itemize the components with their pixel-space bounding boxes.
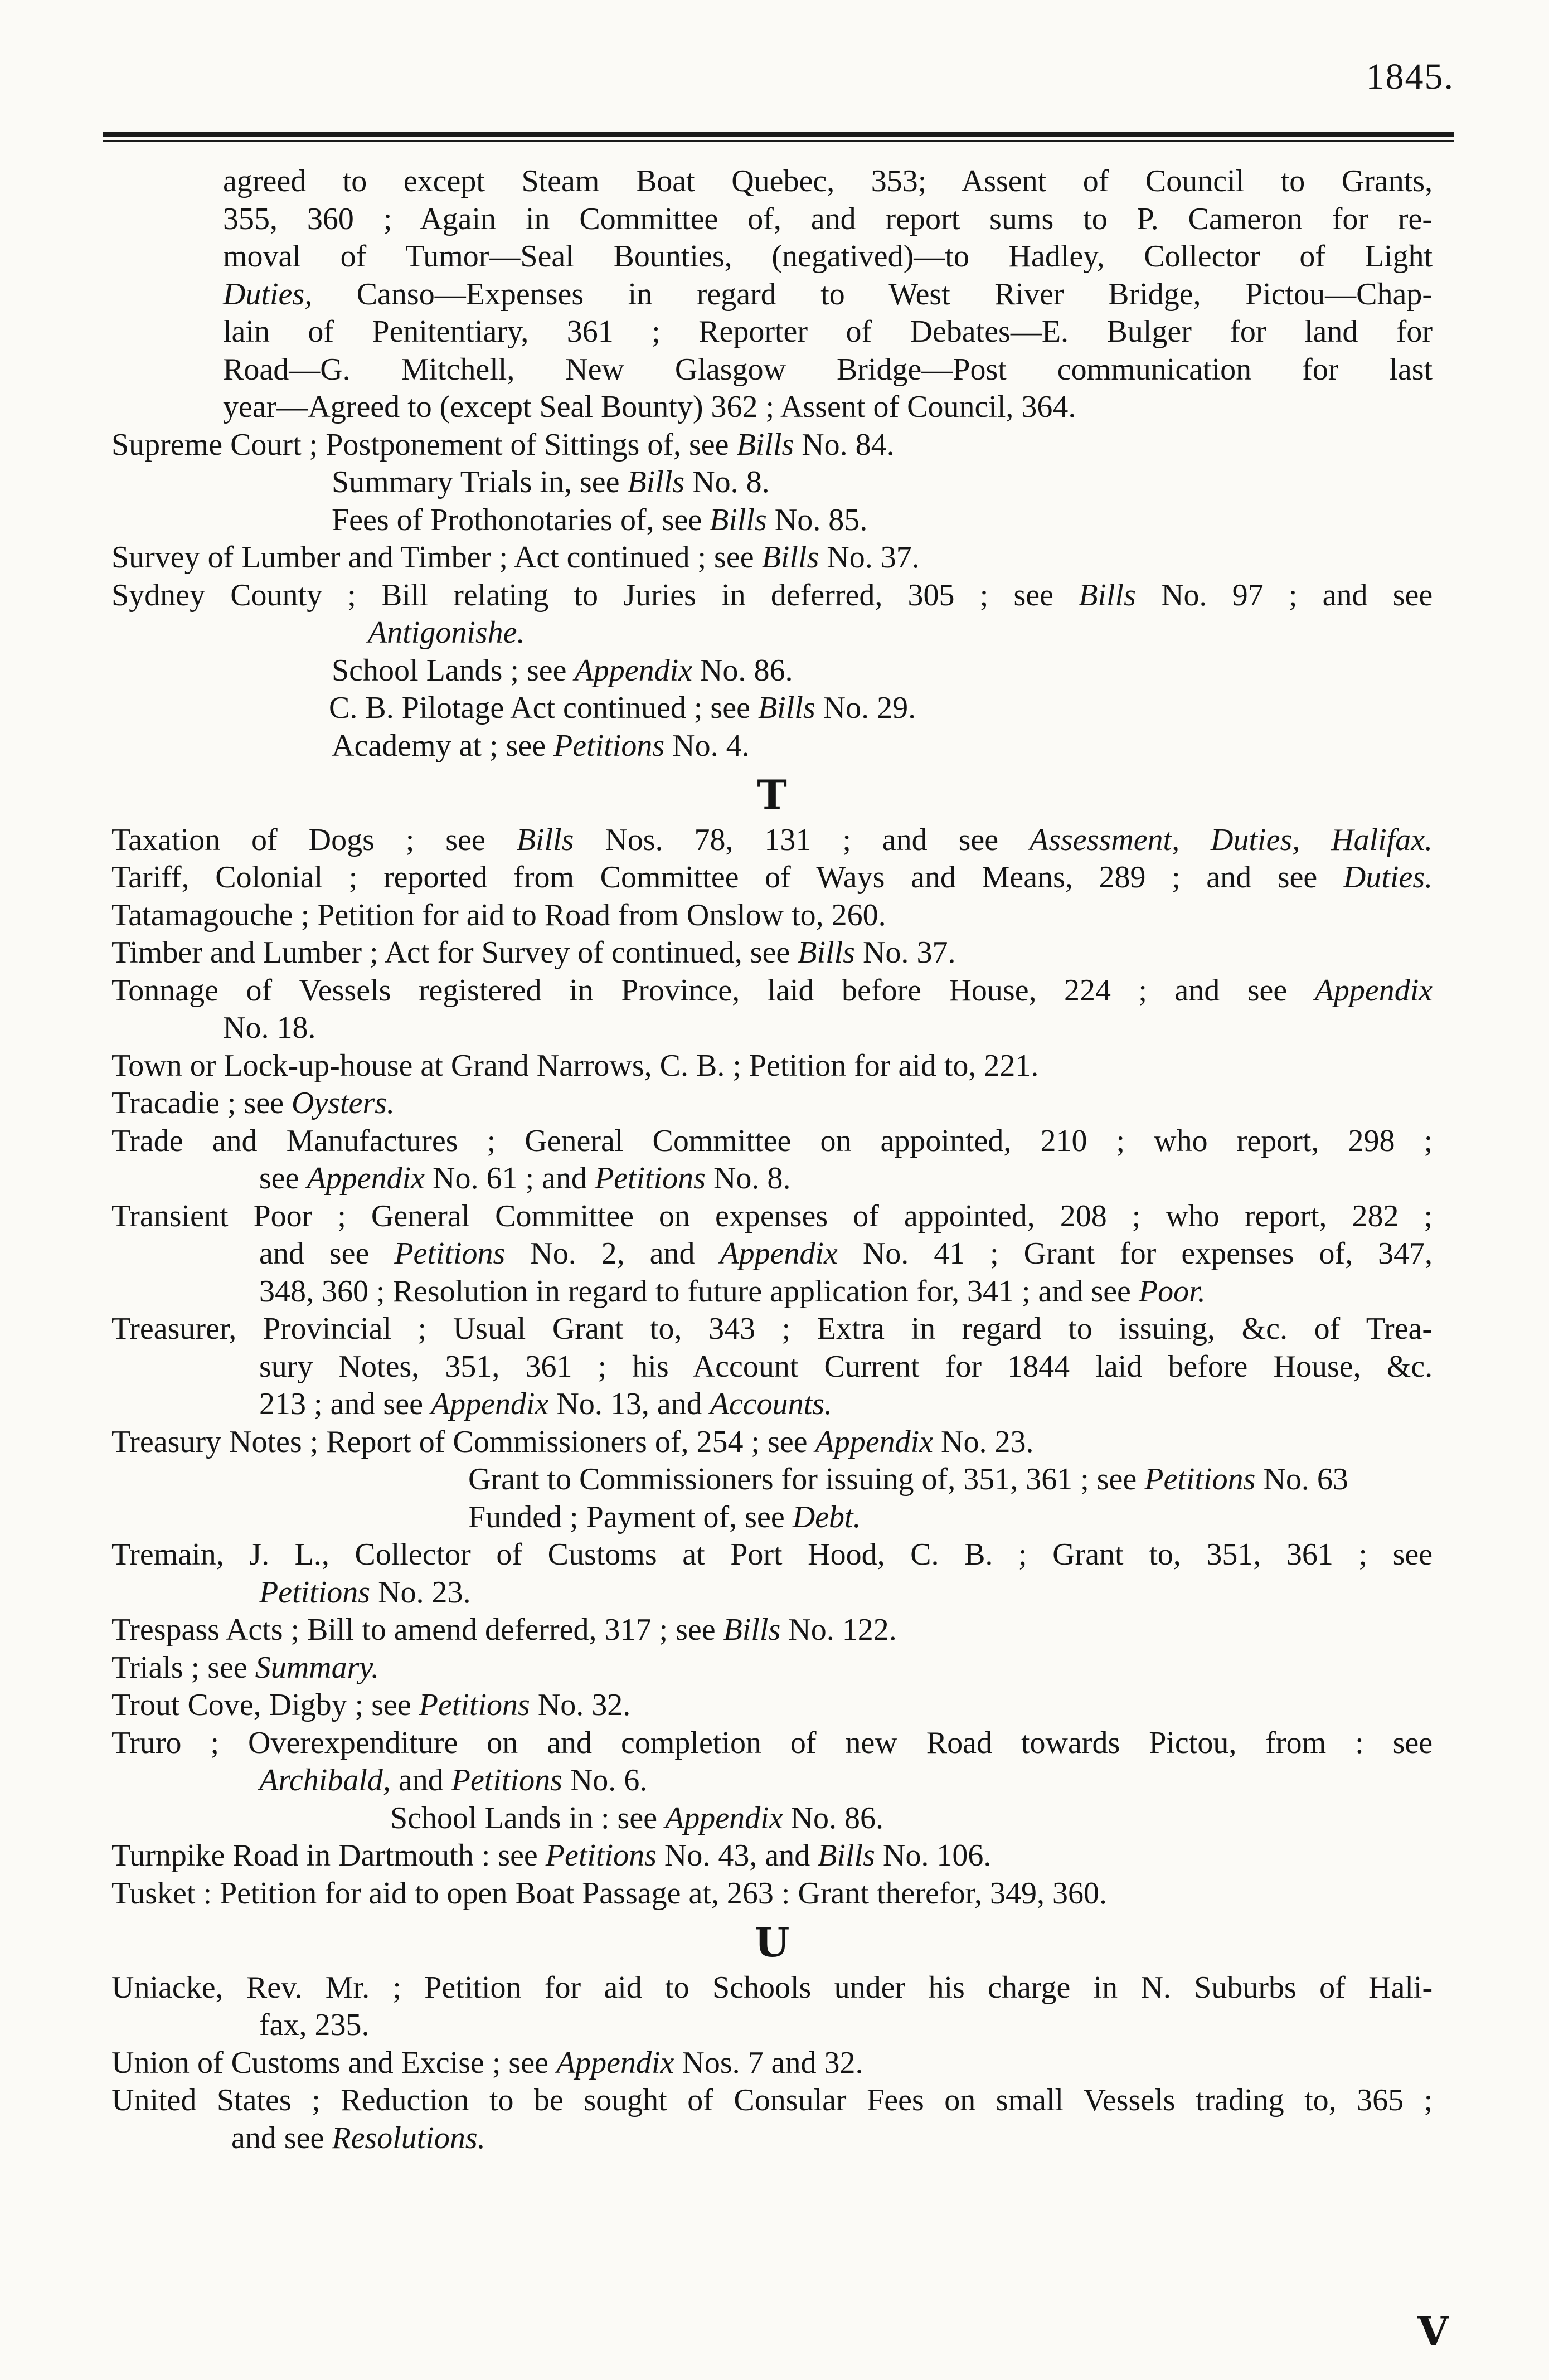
page-year: 1845. [1366,56,1454,97]
index-subentry: Archibald, and Petitions No. 6. [259,1763,648,1798]
index-subentry: Fees of Prothonotaries of, see Bills No. 85. [332,502,868,537]
index-line: lain of Penitentiary, 361 ; Reporter of Debates—E. Bulger for land for [223,314,1433,349]
index-entry: Transient Poor ; General Committee on expenses of appointed, 208 ; who report, 282 ; [111,1198,1433,1233]
index-entry: Tariff, Colonial ; reported from Committee of Ways and Means, 289 ; and see Duties. [111,860,1433,895]
index-line: moval of Tumor—Seal Bounties, (negatived)—to Hadley, Collector of Light [223,239,1433,274]
index-entry: Truro ; Overexpenditure on and completion of new Road towards Pictou, from : see [111,1725,1433,1760]
index-line: 355, 360 ; Again in Committee of, and report sums to P. Cameron for re- [223,201,1433,236]
entry-continuation [111,163,1433,426]
index-entry: Tracadie ; see Oysters. [111,1086,395,1120]
section-letter-u: U [754,1918,790,1966]
index-entry: United States ; Reduction to be sought of Consular Fees on small Vessels trading to, 365 ; [111,2083,1433,2117]
header-rule-thin [103,140,1454,142]
index-entry: Survey of Lumber and Timber ; Act continued ; see Bills No. 37. [111,540,920,575]
index-subentry: fax, 235. [259,2008,370,2042]
index-subentry: and see Petitions No. 2, and Appendix No. 41 ; Grant for expenses of, 347, [259,1236,1433,1271]
index-subentry: C. B. Pilotage Act continued ; see Bills No. 29. [329,691,916,725]
index-entry: Turnpike Road in Dartmouth : see Petitions No. 43, and Bills No. 106. [111,1838,992,1873]
index-line: Road—G. Mitchell, New Glasgow Bridge—Post communication for last [223,352,1433,387]
index-subentry: and see Resolutions. [231,2120,485,2155]
index-subentry: Petitions No. 23. [259,1575,471,1610]
index-entry: Tonnage of Vessels registered in Province, laid before House, 224 ; and see Appendix [111,973,1433,1008]
index-entry: Timber and Lumber ; Act for Survey of continued, see Bills No. 37. [111,935,956,970]
index-entry: Sydney County ; Bill relating to Juries in deferred, 305 ; see Bills No. 97 ; and see [111,577,1433,613]
index-entry: Trade and Manufactures ; General Committee on appointed, 210 ; who report, 298 ; [111,1123,1433,1158]
index-entry: Taxation of Dogs ; see Bills Nos. 78, 131 ; and see Assessment, Duties, Halifax. [111,822,1433,857]
header-rule-thick [103,132,1454,137]
index-entry: Town or Lock-up-house at Grand Narrows, C. B. ; Petition for aid to, 221. [111,1048,1039,1083]
section-letter-t: T [757,771,787,818]
index-entry: Tusket : Petition for aid to open Boat Passage at, 263 : Grant therefor, 349, 360. [111,1876,1107,1911]
index-subentry: School Lands ; see Appendix No. 86. [332,653,793,688]
index-subentry: Summary Trials in, see Bills No. 8. [332,465,770,499]
index-entry: Trials ; see Summary. [111,1650,380,1685]
index-subentry: School Lands in : see Appendix No. 86. [390,1800,883,1835]
index-subentry: Academy at ; see Petitions No. 4. [332,728,750,763]
index-entry: Trout Cove, Digby ; see Petitions No. 32. [111,1688,631,1722]
section-s-entries [111,426,1433,765]
index-line: agreed to except Steam Boat Quebec, 353; Assent of Council to Grants, [223,164,1433,198]
index-entry: Tatamagouche ; Petition for aid to Road from Onslow to, 260. [111,897,886,932]
index-subentry: see Appendix No. 61 ; and Petitions No. 8. [259,1161,791,1196]
index-content [111,163,1433,2157]
index-entry: Treasurer, Provincial ; Usual Grant to, 343 ; Extra in regard to issuing, &c. of Trea- [111,1312,1433,1346]
index-subentry: sury Notes, 351, 361 ; his Account Current for 1844 laid before House, &c. [259,1349,1433,1384]
index-entry: Supreme Court ; Postponement of Sittings of, see Bills No. 84. [111,427,895,462]
index-subentry: Grant to Commissioners for issuing of, 351, 361 ; see Petitions No. 63 [468,1462,1348,1497]
section-u-entries [111,1969,1433,2158]
section-t-entries [111,822,1433,1913]
index-subentry: No. 18. [223,1011,316,1045]
index-entry: Trespass Acts ; Bill to amend deferred, 317 ; see Bills No. 122. [111,1612,897,1647]
index-line: Duties, Canso—Expenses in regard to West River Bridge, Pictou—Chap- [223,276,1433,312]
index-entry: Tremain, J. L., Collector of Customs at Port Hood, C. B. ; Grant to, 351, 361 ; see [111,1537,1433,1572]
index-entry: Treasury Notes ; Report of Commissioners of, 254 ; see Appendix No. 23. [111,1424,1034,1459]
index-subentry: 213 ; and see Appendix No. 13, and Accounts. [259,1387,833,1421]
index-subentry: 348, 360 ; Resolution in regard to future application for, 341 ; and see Poor. [259,1274,1206,1309]
index-entry: Union of Customs and Excise ; see Appendix Nos. 7 and 32. [111,2045,863,2080]
index-subentry: Antigonishe. [368,615,525,650]
index-subentry: Funded ; Payment of, see Debt. [468,1499,861,1534]
catchword-v: V [1417,2308,1449,2355]
index-entry: Uniacke, Rev. Mr. ; Petition for aid to Schools under his charge in N. Suburbs of Hali- [111,1970,1433,2005]
index-line: year—Agreed to (except Seal Bounty) 362 ; Assent of Council, 364. [223,390,1076,424]
